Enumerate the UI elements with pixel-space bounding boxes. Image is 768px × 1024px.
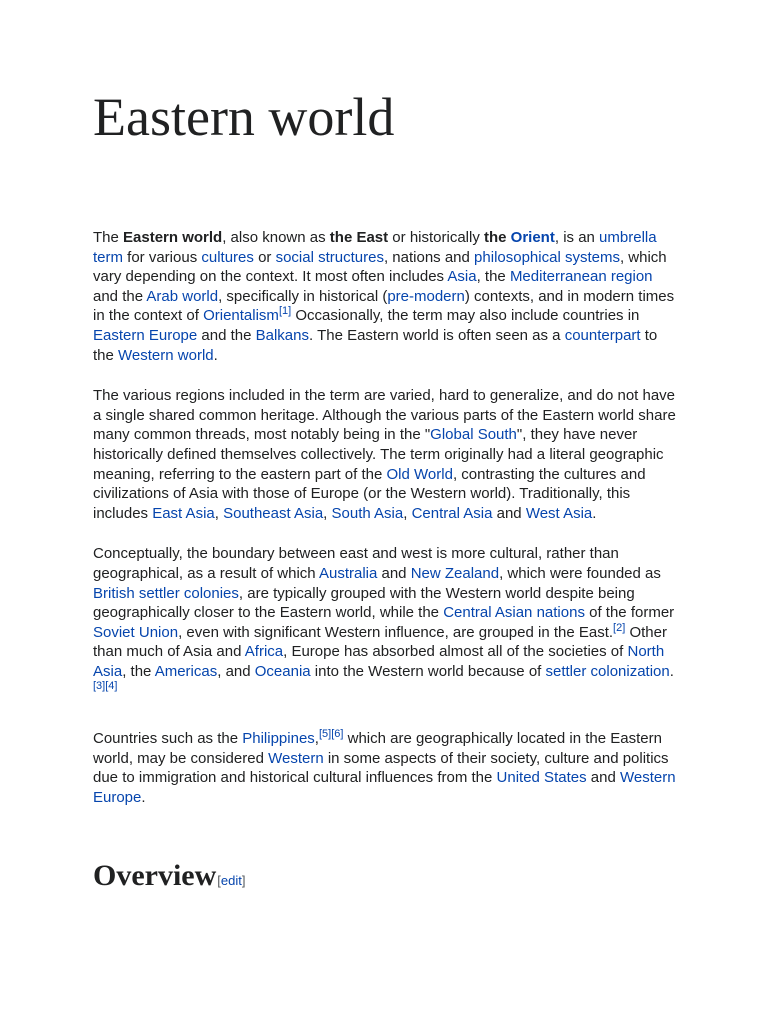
text: ) contexts, and in modern times in the context of	[93, 287, 675, 325]
text: , also known as	[222, 229, 330, 246]
link-north-asia[interactable]: North Asia	[93, 643, 665, 680]
text: or historically	[388, 229, 484, 246]
link-cultures[interactable]: cultures	[201, 248, 254, 266]
bold-term	[484, 229, 555, 246]
reference-1	[279, 305, 291, 317]
reference-link[interactable]: [2]	[613, 621, 626, 634]
text: ,	[314, 730, 319, 748]
text: .	[669, 662, 674, 680]
paragraph-2	[93, 386, 678, 523]
section-title: Overview	[93, 859, 217, 892]
text: , specifically in historical (	[218, 287, 388, 305]
paragraph-1	[93, 228, 678, 365]
link-southeast-asia[interactable]: Southeast Asia	[223, 504, 324, 522]
text: , the	[476, 268, 510, 286]
text: Occasionally, the term may also include countries in	[291, 307, 640, 325]
link-social-structures[interactable]: social structures	[275, 248, 384, 266]
text: and the	[93, 287, 147, 305]
text: and	[586, 769, 620, 787]
text: .	[213, 346, 218, 364]
reference-4	[105, 680, 117, 692]
link-eastern-europe[interactable]: Eastern Europe	[93, 326, 198, 344]
text: .	[141, 788, 146, 806]
text: ", they have never historically defined themselves collectively. The term originally had a literal geographic meaning, referring to the eastern part of the	[93, 426, 664, 483]
link-balkans[interactable]: Balkans	[255, 326, 309, 344]
text: , the	[122, 662, 155, 680]
text: which are geographically located in the Eastern world, may be considered	[93, 730, 662, 767]
text: ,	[214, 504, 224, 522]
text: The	[93, 229, 124, 246]
text: Countries such as the	[93, 730, 243, 748]
text: , even with significant Western influence, are grouped in the East.	[178, 623, 614, 641]
reference-3	[93, 680, 105, 692]
article-body	[93, 228, 678, 828]
text: to the	[93, 326, 658, 364]
reference-5	[319, 728, 331, 740]
text: , Europe has absorbed almost all of the societies of	[283, 643, 628, 661]
text: The various regions included in the term are varied, hard to generalize, and do not have a single shared common heritage. Although the various parts of the Eastern world share many common threads, most notably being in the "	[93, 387, 676, 444]
text: ,	[403, 504, 412, 522]
reference-link[interactable]: [4]	[105, 680, 118, 693]
bold-term: Eastern world	[123, 229, 223, 246]
text: . The Eastern world is often seen as a	[309, 326, 565, 344]
text: , are typically grouped with the Western world despite being geographically closer to the Eastern world, while the	[93, 584, 635, 622]
link-counterpart[interactable]: counterpart	[564, 326, 641, 344]
text: in some aspects of their society, culture and politics due to immigration and historical cultural influences from the	[93, 749, 669, 787]
edit-section-link	[217, 873, 245, 888]
edit-button[interactable]: edit	[220, 873, 242, 888]
reference-2	[613, 622, 625, 634]
link-old-world[interactable]: Old World	[386, 465, 453, 483]
link-western[interactable]: Western	[268, 749, 324, 767]
link-orient[interactable]: Orient	[510, 229, 555, 246]
link-africa[interactable]: Africa	[244, 643, 284, 661]
reference-link[interactable]: [5]	[318, 728, 332, 741]
reference-link[interactable]: [6]	[331, 728, 344, 741]
link-asia[interactable]: Asia	[447, 268, 477, 286]
link-pre-modern[interactable]: pre-modern	[387, 287, 465, 305]
text: Conceptually, the boundary between east and west is more cultural, rather than geographical, as a result of which	[93, 545, 619, 582]
link-umbrella-term[interactable]: umbrella term	[93, 229, 657, 266]
text: into the Western world because of	[310, 662, 546, 680]
text: , which were founded as	[499, 564, 661, 582]
page-title: Eastern world	[93, 87, 395, 147]
link-settler-colonization[interactable]: settler colonization	[545, 662, 670, 680]
link-united-states[interactable]: United States	[496, 769, 587, 787]
link-philippines[interactable]: Philippines	[242, 730, 315, 748]
link-new-zealand[interactable]: New Zealand	[410, 564, 500, 582]
link-british-settler-colonies[interactable]: British settler colonies	[93, 584, 239, 602]
link-arab-world[interactable]: Arab world	[146, 287, 219, 305]
bracket: ]	[241, 873, 246, 888]
reference-link[interactable]: [1]	[278, 305, 292, 318]
link-western-europe[interactable]: Western Europe	[93, 769, 676, 806]
link-americas[interactable]: Americas	[154, 662, 218, 680]
text: .	[592, 504, 597, 522]
text: of the former	[584, 604, 675, 622]
text: and	[492, 504, 526, 522]
paragraph-3	[93, 544, 678, 701]
text: ,	[323, 504, 332, 522]
text: and	[377, 564, 411, 582]
bracket: [	[217, 873, 221, 888]
link-south-asia[interactable]: South Asia	[331, 504, 404, 522]
text: , contrasting the cultures and civilizations of Asia with those of Europe (or the Western world). Traditionally, this includes	[93, 465, 646, 522]
link-soviet-union[interactable]: Soviet Union	[93, 623, 179, 641]
text: , which vary depending on the context. It most often includes	[93, 248, 667, 286]
bold-term: the East	[329, 229, 389, 246]
link-oceania[interactable]: Oceania	[254, 662, 311, 680]
text: the	[484, 229, 511, 246]
text: or	[253, 248, 276, 266]
reference-6	[331, 728, 343, 740]
link-western-world[interactable]: Western world	[118, 346, 214, 364]
link-global-south[interactable]: Global South	[430, 426, 517, 444]
paragraph-4	[93, 729, 678, 807]
text: , and	[217, 662, 255, 680]
link-central-asia[interactable]: Central Asia	[411, 504, 493, 522]
link-east-asia[interactable]: East Asia	[152, 504, 215, 522]
text: and the	[197, 326, 256, 344]
reference-link[interactable]: [3]	[93, 680, 106, 693]
link-philosophical-systems[interactable]: philosophical systems	[474, 248, 620, 266]
link-orientalism[interactable]: Orientalism	[203, 307, 279, 325]
link-australia[interactable]: Australia	[318, 564, 378, 582]
section-heading-overview	[93, 859, 246, 893]
text: for various	[123, 248, 202, 266]
link-central-asian-nations[interactable]: Central Asian nations	[443, 604, 585, 622]
text: Other than much of Asia and	[93, 623, 667, 661]
text: , is an	[554, 229, 600, 246]
link-west-asia[interactable]: West Asia	[525, 504, 593, 522]
text: , nations and	[383, 248, 475, 266]
link-mediterranean-region[interactable]: Mediterranean region	[509, 268, 653, 286]
